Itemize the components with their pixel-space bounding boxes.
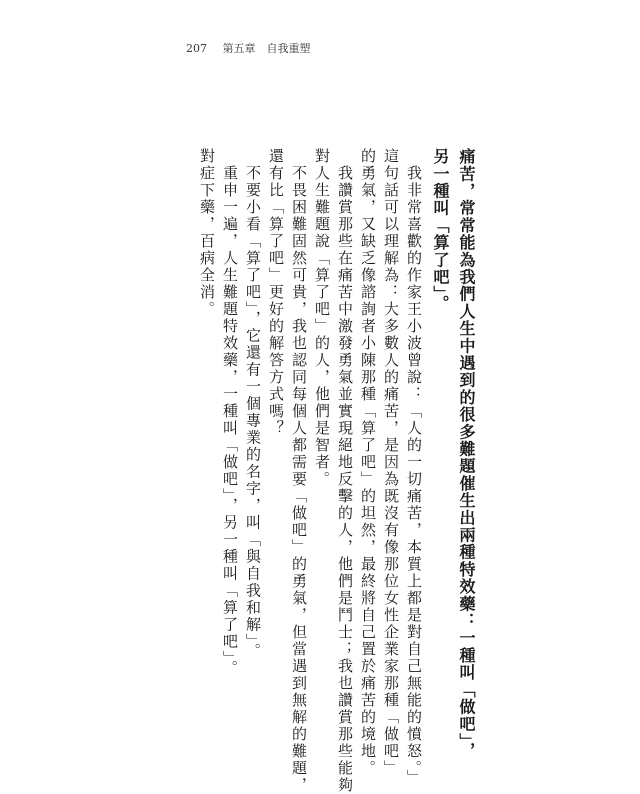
text-column-bold-2: 另一種叫「算了吧」。 xyxy=(431,148,450,312)
text-column-9: 還有比「算了吧」更好的解答方式嗎？ xyxy=(267,148,285,437)
text-column-5: 的勇氣，又缺乏像諮詢者小陳那種「算了吧」的坦然，最終將自己置於痛苦的境地。 xyxy=(359,148,377,777)
running-header xyxy=(186,40,311,56)
text-column-4: 這句話可以理解為：大多數人的痛苦，是因為既沒有像那位女性企業家那種「做吧」 xyxy=(382,148,400,777)
page-number: 207 xyxy=(186,42,207,55)
text-column-8: 不畏困難固然可貴，我也認同每個人都需要「做吧」的勇氣，但當遇到無解的難題， xyxy=(290,148,308,794)
text-column-10: 不要小看「算了吧」，它還有一個專業的名字，叫「與自我和解」。 xyxy=(244,148,262,660)
text-column-3: 我非常喜歡的作家王小波曾說：「人的一切痛苦，本質上都是對自己無能的憤怒。」 xyxy=(405,148,423,787)
text-column-7: 對人生難題說「算了吧」的人，他們是智者。 xyxy=(313,148,331,488)
text-column-11: 重申一遍，人生難題特效藥，一種叫「做吧」，另一種叫「算了吧」。 xyxy=(221,148,239,677)
text-column-bold-1: 痛苦，常常能為我們人生中遇到的很多難題催生出兩種特效藥：一種叫「做吧」， xyxy=(457,148,476,760)
chapter-title: 第五章 自我重塑 xyxy=(222,42,311,55)
text-column-12: 對症下藥，百病全消。 xyxy=(198,148,216,318)
text-column-6: 我讚賞那些在痛苦中激發勇氣並實現絕地反擊的人，他們是鬥士；我也讚賞那些能夠 xyxy=(336,148,354,794)
